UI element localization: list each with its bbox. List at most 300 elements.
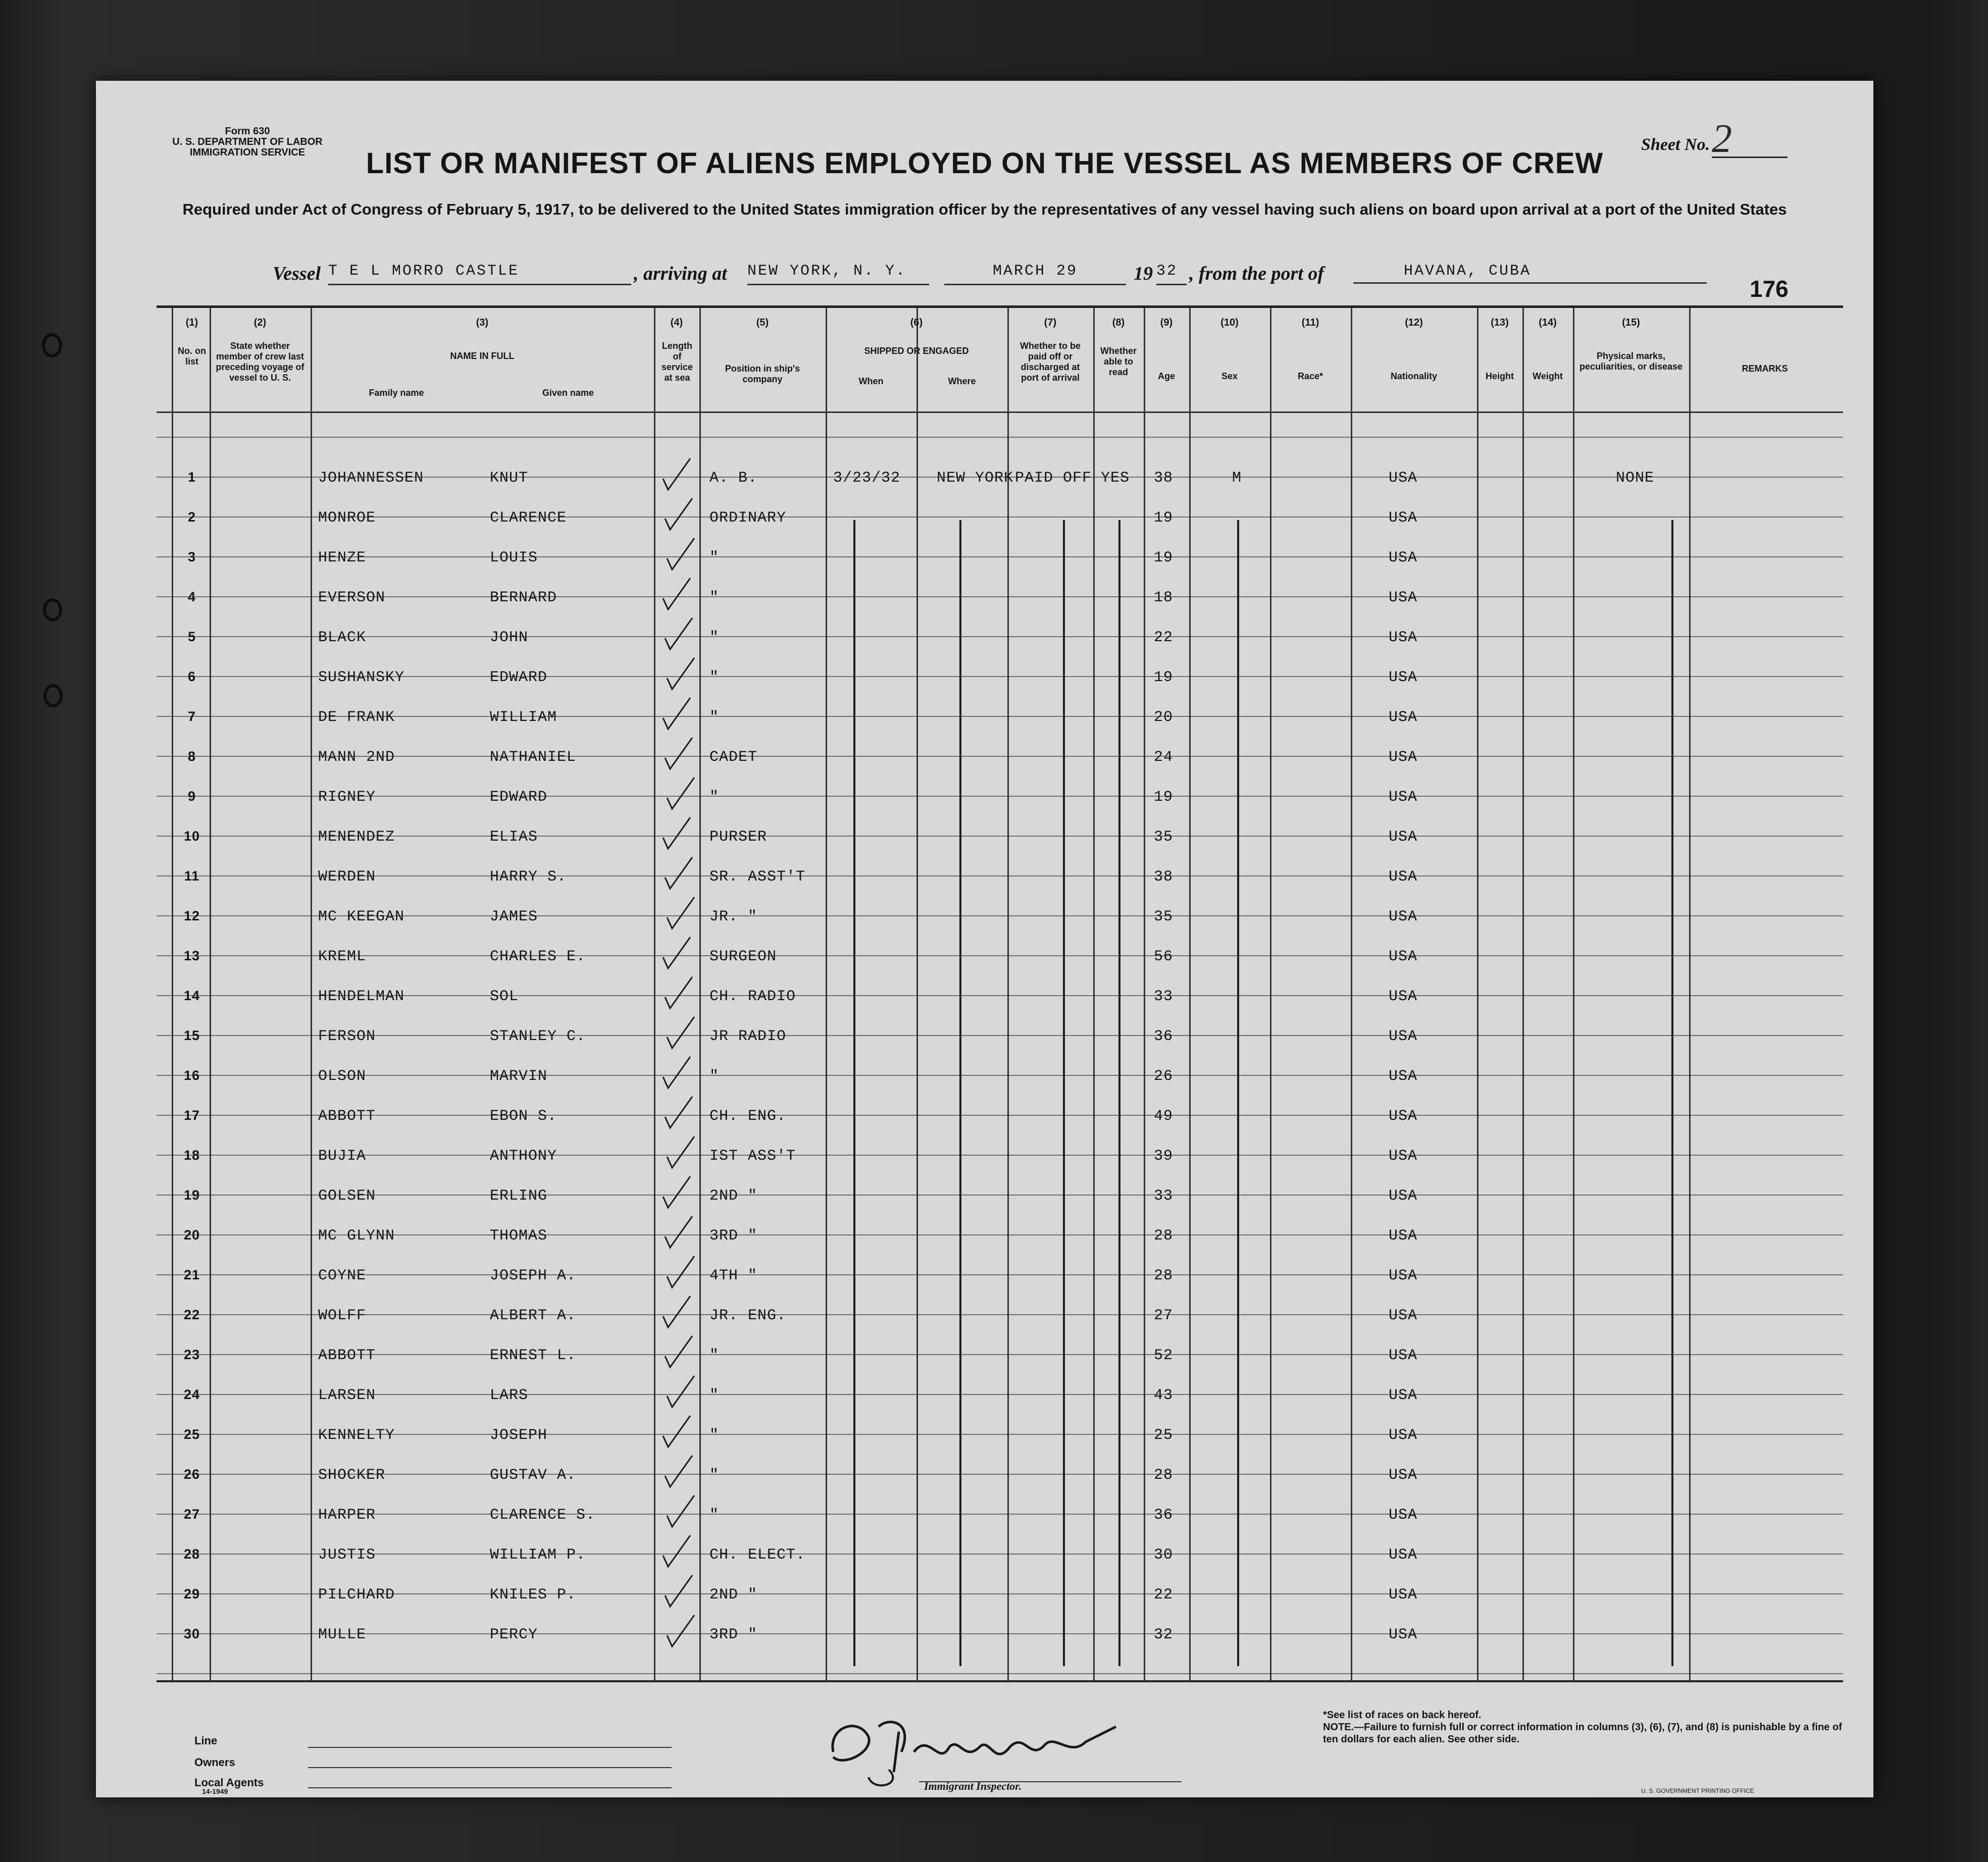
printing-office-imprint: U. S. GOVERNMENT PRINTING OFFICE (1641, 1787, 1754, 1794)
ditto-pen-stroke (1671, 520, 1673, 1666)
cell-nat: USA (1389, 1148, 1418, 1165)
cell-given: JOHN (490, 629, 529, 646)
row-rule (157, 955, 1843, 956)
header-age: Age (1157, 371, 1175, 381)
department-name: U. S. DEPARTMENT OF LABOR (172, 136, 323, 147)
column-rule (1351, 308, 1352, 1681)
arrival-date: MARCH 29 (944, 263, 1126, 285)
header-position: Position in ship's company (725, 364, 800, 384)
cell-position: ORDINARY (709, 509, 787, 527)
cell-family: WOLFF (318, 1307, 367, 1324)
cell-no: 28 (183, 1546, 200, 1562)
row-rule (157, 1673, 1843, 1674)
cell-given: BERNARD (490, 589, 557, 606)
cell-position: SURGEON (709, 948, 777, 965)
cell-family: JOHANNESSEN (318, 470, 424, 487)
check-mark-icon (659, 1412, 694, 1452)
cell-age: 18 (1154, 589, 1174, 606)
table-bottom-rule (157, 1680, 1843, 1682)
cell-family: MONROE (318, 509, 376, 527)
line-label: Line (194, 1734, 218, 1747)
check-mark-icon (659, 454, 694, 495)
cell-position: " (709, 1427, 720, 1444)
cell-nat: USA (1389, 948, 1418, 965)
cell-nat: USA (1389, 709, 1418, 726)
cell-age: 19 (1154, 549, 1174, 566)
cell-age: 36 (1154, 1507, 1174, 1524)
ditto-pen-stroke (1063, 520, 1065, 1666)
cell-age: 33 (1154, 1187, 1174, 1205)
cell-position: IST ASS'T (709, 1148, 796, 1165)
check-mark-icon (659, 1531, 694, 1572)
cell-age: 27 (1154, 1307, 1174, 1324)
cell-position: CADET (709, 749, 758, 766)
cell-position: " (709, 589, 720, 606)
header-remarks: REMARKS (1742, 364, 1788, 374)
cell-nat: USA (1389, 1187, 1418, 1205)
cell-position: 3RD " (709, 1227, 758, 1245)
row-rule (157, 796, 1843, 797)
header-name-in-full: NAME IN FULL (450, 351, 515, 361)
cell-position: " (709, 1068, 720, 1085)
local-agents-form-code: 14-1949 (202, 1787, 228, 1795)
cell-given: THOMAS (490, 1227, 548, 1245)
cell-family: LARSEN (318, 1387, 376, 1404)
row-rule (157, 1514, 1843, 1515)
cell-no: 13 (183, 948, 200, 963)
cell-no: 23 (183, 1347, 200, 1362)
cell-age: 56 (1154, 948, 1174, 965)
punch-hole (43, 684, 63, 707)
departure-port: HAVANA, CUBA (1353, 263, 1707, 284)
cell-position: " (709, 709, 720, 726)
from-port-label: , from the port of (1189, 263, 1324, 284)
column-number: (9) (1160, 317, 1173, 328)
cell-position: " (709, 549, 720, 566)
header-paid-off: Whether to be paid off or discharged at port of arrival (1020, 341, 1081, 383)
column-rule (210, 308, 211, 1681)
cell-family: MC GLYNN (318, 1227, 395, 1245)
cell-family: HENDELMAN (318, 988, 405, 1005)
column-number: (2) (253, 317, 267, 328)
header-sex: Sex (1221, 371, 1238, 381)
column-number: (3) (476, 317, 489, 328)
cell-no: 3 (187, 549, 196, 564)
check-mark-icon (661, 973, 696, 1013)
cell-no: 8 (187, 749, 196, 764)
cell-age: 35 (1154, 908, 1174, 925)
cell-no: 2 (187, 509, 196, 525)
check-mark-icon (663, 1372, 698, 1412)
cell-phys: NONE (1616, 470, 1655, 487)
column-rule (1573, 308, 1574, 1681)
cell-nat: USA (1389, 1546, 1418, 1564)
form-number: Form 630 (225, 126, 270, 137)
cell-nat: USA (1389, 749, 1418, 766)
row-rule (157, 636, 1843, 637)
race-note: *See list of races on back hereof. (1323, 1710, 1482, 1721)
cell-age: 49 (1154, 1108, 1174, 1125)
header-physical-marks: Physical marks, peculiarities, or disease (1579, 351, 1683, 372)
cell-no: 21 (183, 1267, 200, 1282)
cell-family: SHOCKER (318, 1467, 386, 1484)
cell-no: 26 (183, 1467, 200, 1482)
cell-nat: USA (1389, 908, 1418, 925)
vessel-label: Vessel (273, 263, 321, 284)
column-number: (1) (185, 317, 198, 328)
cell-given: WILLIAM P. (490, 1546, 586, 1564)
header-weight: Weight (1533, 371, 1563, 381)
check-mark-icon (661, 614, 696, 654)
cell-age: 26 (1154, 1068, 1174, 1085)
cell-no: 10 (183, 829, 200, 844)
cell-position: " (709, 1467, 720, 1484)
cell-family: GOLSEN (318, 1187, 376, 1205)
stamped-page-number: 176 (1750, 276, 1789, 302)
header-where: Where (948, 376, 976, 386)
cell-position: A. B. (709, 470, 758, 487)
cell-position: " (709, 1347, 720, 1364)
column-rule (1522, 308, 1524, 1681)
row-rule (157, 836, 1843, 837)
crew-table (157, 305, 1843, 1681)
cell-given: KNUT (490, 470, 529, 487)
cell-given: CLARENCE (490, 509, 567, 527)
cell-position: " (709, 629, 720, 646)
column-number: (10) (1220, 317, 1239, 328)
header-state-whether: State whether member of crew last preceding voyage of vessel to U. S. (216, 341, 304, 383)
cell-family: WERDEN (318, 868, 376, 886)
row-rule (157, 556, 1843, 557)
ditto-pen-stroke (1118, 520, 1120, 1666)
column-rule (1689, 308, 1691, 1681)
cell-position: " (709, 1387, 720, 1404)
document-subtitle: Required under Act of Congress of February 5, 1917, to be delivered to the United States immigration officer by the representatives of any vessel having such aliens on board upon arrival at a port of the United States (182, 200, 1787, 218)
check-mark-icon (659, 1053, 694, 1093)
punch-hole (42, 333, 62, 357)
cell-family: COYNE (318, 1267, 367, 1284)
cell-nat: USA (1389, 1227, 1418, 1245)
cell-no: 11 (184, 868, 200, 884)
row-rule (157, 915, 1843, 916)
cell-family: KREML (318, 948, 367, 965)
column-number: (4) (670, 317, 683, 328)
column-number: (14) (1539, 317, 1557, 328)
cell-given: EDWARD (490, 669, 548, 686)
row-rule (157, 676, 1843, 677)
cell-no: 20 (183, 1227, 200, 1243)
cell-no: 12 (183, 908, 200, 923)
cell-given: WILLIAM (490, 709, 557, 726)
cell-nat: USA (1389, 1307, 1418, 1324)
cell-age: 28 (1154, 1267, 1174, 1284)
row-rule (157, 1274, 1843, 1275)
check-mark-icon (659, 694, 694, 734)
column-rule (1093, 308, 1095, 1681)
cell-nat: USA (1389, 1626, 1418, 1643)
check-mark-icon (663, 1491, 698, 1532)
column-rule (1144, 308, 1145, 1681)
cell-age: 25 (1154, 1427, 1174, 1444)
column-number: (13) (1491, 317, 1509, 328)
row-rule (157, 1593, 1843, 1594)
cell-no: 5 (187, 629, 196, 644)
row-rule (157, 516, 1843, 518)
cell-family: ABBOTT (318, 1108, 376, 1125)
cell-no: 30 (183, 1626, 200, 1641)
column-rule (311, 308, 312, 1681)
cell-position: 3RD " (709, 1626, 758, 1643)
header-rule (157, 411, 1843, 413)
cell-given: ALBERT A. (490, 1307, 577, 1324)
cell-no: 22 (183, 1307, 200, 1322)
cell-family: ABBOTT (318, 1347, 376, 1364)
inspector-caption: Immigrant Inspector. (924, 1780, 1022, 1792)
check-mark-icon (661, 1212, 696, 1253)
check-mark-icon (659, 1172, 694, 1213)
cell-position: CH. ELECT. (709, 1546, 806, 1564)
cell-age: 20 (1154, 709, 1174, 726)
column-number: (8) (1112, 317, 1125, 328)
cell-given: ANTHONY (490, 1148, 557, 1165)
cell-given: LOUIS (490, 549, 538, 566)
cell-no: 16 (183, 1068, 200, 1083)
cell-nat: USA (1389, 589, 1418, 606)
column-rule (826, 308, 827, 1681)
cell-nat: USA (1389, 669, 1418, 686)
column-number: (6) (910, 317, 923, 328)
cell-family: KENNELTY (318, 1427, 395, 1444)
check-mark-icon (661, 1452, 696, 1492)
cell-age: 33 (1154, 988, 1174, 1005)
year-prefix: 19 (1134, 263, 1153, 284)
header-when: When (858, 376, 884, 386)
column-rule (916, 308, 918, 1681)
cell-age: 28 (1154, 1467, 1174, 1484)
cell-family: HENZE (318, 549, 367, 566)
sheet-number-value: 2 (1712, 121, 1788, 158)
row-rule (157, 1354, 1843, 1355)
row-rule (157, 1234, 1843, 1235)
cell-no: 27 (183, 1507, 200, 1522)
cell-given: ERNEST L. (490, 1347, 577, 1364)
cell-given: EDWARD (490, 789, 548, 806)
header-shipped-or-engaged: SHIPPED OR ENGAGED (864, 346, 969, 356)
cell-paid: PAID OFF (1015, 470, 1092, 487)
service-name: IMMIGRATION SERVICE (189, 147, 305, 158)
cell-nat: USA (1389, 629, 1418, 646)
check-mark-icon (663, 1013, 698, 1053)
cell-age: 38 (1154, 470, 1174, 487)
cell-nat: USA (1389, 789, 1418, 806)
cell-given: STANLEY C. (490, 1028, 586, 1045)
cell-read: YES (1101, 470, 1130, 487)
cell-given: LARS (490, 1387, 529, 1404)
row-rule (157, 437, 1843, 438)
cell-given: HARRY S. (490, 868, 567, 886)
cell-age: 43 (1154, 1387, 1174, 1404)
cell-nat: USA (1389, 988, 1418, 1005)
line-signature-rule (308, 1747, 672, 1748)
cell-position: JR. " (709, 908, 758, 925)
cell-position: " (709, 789, 720, 806)
penalty-note: NOTE.—Failure to furnish full or correct information in columns (3), (6), (7), and (8) is punishable by a fine of ten dollars for each alien. See other side. (1323, 1722, 1842, 1745)
cell-family: HARPER (318, 1507, 376, 1524)
column-rule (654, 308, 655, 1681)
cell-family: FERSON (318, 1028, 376, 1045)
check-mark-icon (661, 1332, 696, 1372)
cell-given: JOSEPH (490, 1427, 548, 1444)
cell-given: ERLING (490, 1187, 548, 1205)
check-mark-icon (663, 1611, 698, 1651)
cell-position: CH. ENG. (709, 1108, 787, 1125)
check-mark-icon (661, 494, 696, 535)
cell-nat: USA (1389, 509, 1418, 527)
check-mark-icon (663, 654, 698, 694)
cell-given: ELIAS (490, 829, 538, 846)
vessel-name: T E L MORRO CASTLE (328, 263, 631, 285)
header-height: Height (1486, 371, 1514, 381)
cell-no: 25 (183, 1427, 200, 1442)
owners-signature-rule (308, 1767, 672, 1768)
cell-no: 1 (187, 470, 196, 485)
cell-nat: USA (1389, 1108, 1418, 1125)
cell-nat: USA (1389, 1387, 1418, 1404)
owners-label: Owners (194, 1756, 235, 1769)
row-rule (157, 1434, 1843, 1435)
cell-given: KNILES P. (490, 1586, 577, 1604)
cell-position: SR. ASST'T (709, 868, 806, 886)
cell-age: 32 (1154, 1626, 1174, 1643)
cell-given: EBON S. (490, 1108, 557, 1125)
column-number: (15) (1622, 317, 1640, 328)
cell-age: 22 (1154, 629, 1174, 646)
cell-no: 19 (183, 1187, 200, 1203)
cell-nat: USA (1389, 1347, 1418, 1364)
cell-family: BLACK (318, 629, 367, 646)
header-race: Race* (1297, 371, 1323, 381)
cell-age: 38 (1154, 868, 1174, 886)
cell-nat: USA (1389, 829, 1418, 846)
cell-no: 17 (183, 1108, 200, 1123)
column-number: (11) (1301, 317, 1319, 328)
header-length-of-service: Length of service at sea (661, 341, 693, 383)
cell-position: PURSER (709, 829, 768, 846)
check-mark-icon (659, 1292, 694, 1332)
cell-family: BUJIA (318, 1148, 367, 1165)
cell-family: MC KEEGAN (318, 908, 405, 925)
cell-nat: USA (1389, 1507, 1418, 1524)
column-rule (1270, 308, 1271, 1681)
header-no-on-list: No. on list (178, 346, 206, 367)
cell-nat: USA (1389, 1427, 1418, 1444)
cell-no: 29 (183, 1586, 200, 1601)
cell-age: 19 (1154, 669, 1174, 686)
ditto-pen-stroke (853, 520, 855, 1666)
row-rule (157, 1035, 1843, 1036)
ditto-pen-stroke (959, 520, 961, 1666)
cell-family: JUSTIS (318, 1546, 376, 1564)
check-mark-icon (661, 1571, 696, 1612)
check-mark-icon (659, 574, 694, 614)
cell-age: 22 (1154, 1586, 1174, 1604)
cell-position: CH. RADIO (709, 988, 796, 1005)
cell-age: 28 (1154, 1227, 1174, 1245)
cell-nat: USA (1389, 868, 1418, 886)
check-mark-icon (661, 1093, 696, 1133)
cell-given: SOL (490, 988, 519, 1005)
cell-given: JAMES (490, 908, 538, 925)
column-rule (172, 308, 173, 1681)
cell-family: SUSHANSKY (318, 669, 405, 686)
row-rule (157, 1115, 1843, 1116)
cell-no: 24 (183, 1387, 200, 1402)
cell-position: 4TH " (709, 1267, 758, 1284)
cell-family: MANN 2ND (318, 749, 395, 766)
arrival-port: NEW YORK, N. Y. (747, 263, 929, 285)
cell-age: 19 (1154, 789, 1174, 806)
ditto-pen-stroke (1237, 520, 1239, 1666)
local-agents-label: Local Agents (194, 1776, 264, 1789)
cell-family: MULLE (318, 1626, 367, 1643)
row-rule (157, 596, 1843, 597)
row-rule (157, 1633, 1843, 1634)
cell-age: 52 (1154, 1347, 1174, 1364)
cell-family: EVERSON (318, 589, 386, 606)
cell-given: CHARLES E. (490, 948, 586, 965)
cell-given: JOSEPH A. (490, 1267, 577, 1284)
manifest-sheet (96, 81, 1873, 1797)
cell-position: JR. ENG. (709, 1307, 787, 1324)
cell-position: 2ND " (709, 1187, 758, 1205)
arrival-year: 32 (1156, 263, 1187, 285)
cell-position: JR RADIO (709, 1028, 787, 1045)
cell-nat: USA (1389, 549, 1418, 566)
header-nationality: Nationality (1390, 371, 1437, 381)
check-mark-icon (661, 734, 696, 774)
cell-age: 24 (1154, 749, 1174, 766)
cell-no: 9 (187, 789, 196, 804)
column-rule (1007, 308, 1009, 1681)
cell-nat: USA (1389, 1267, 1418, 1284)
cell-position: " (709, 1507, 720, 1524)
cell-nat: USA (1389, 470, 1418, 487)
cell-no: 6 (187, 669, 196, 684)
row-rule (157, 1474, 1843, 1475)
column-rule (1477, 308, 1479, 1681)
cell-age: 19 (1154, 509, 1174, 527)
check-mark-icon (663, 534, 698, 575)
vessel-info-line (273, 263, 1788, 288)
check-mark-icon (659, 933, 694, 973)
cell-given: CLARENCE S. (490, 1507, 596, 1524)
check-mark-icon (663, 893, 698, 934)
cell-given: MARVIN (490, 1068, 548, 1085)
check-mark-icon (663, 1252, 698, 1292)
cell-no: 15 (183, 1028, 200, 1043)
agents-signature-rule (308, 1787, 672, 1788)
row-rule (157, 1195, 1843, 1196)
column-rule (699, 308, 701, 1681)
row-rule (157, 995, 1843, 996)
cell-nat: USA (1389, 1467, 1418, 1484)
check-mark-icon (659, 813, 694, 854)
cell-sex: M (1232, 470, 1242, 487)
check-mark-icon (663, 773, 698, 814)
cell-no: 7 (187, 709, 196, 724)
cell-age: 35 (1154, 829, 1174, 846)
cell-family: MENENDEZ (318, 829, 395, 846)
